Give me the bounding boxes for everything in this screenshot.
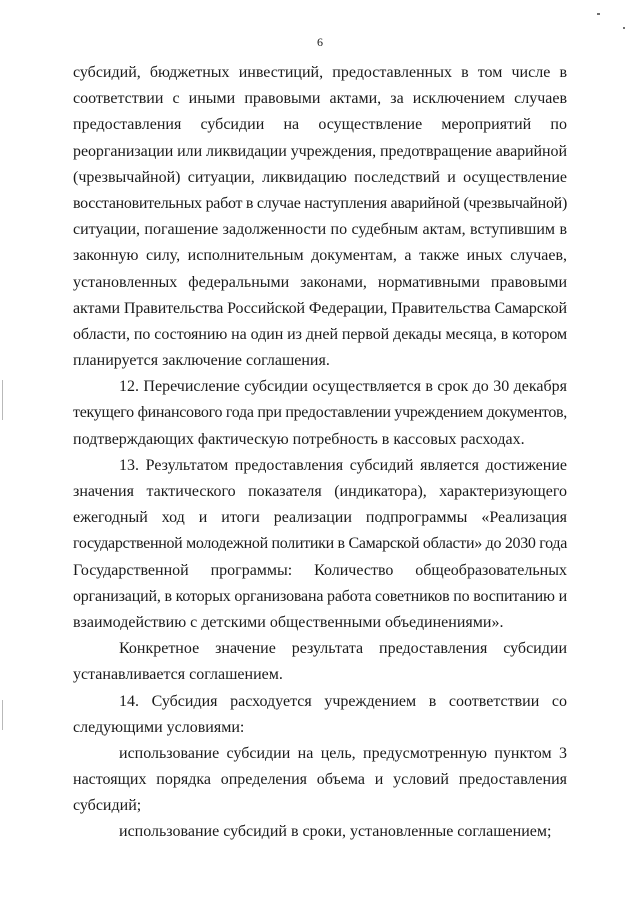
scan-edge-line bbox=[2, 380, 3, 420]
text-line: государственной молодежной политики в Самарской области» до 2030 года bbox=[73, 535, 567, 553]
text-line: подтверждающих фактическую потребность в кассовых расходах. bbox=[73, 430, 525, 448]
page-number: 6 bbox=[317, 35, 323, 49]
text-line: ежегодный ход и итоги реализации подпрограммы «Реализация bbox=[73, 509, 567, 527]
text-line: соответствии с иными правовыми актами, за исключением случаев bbox=[73, 90, 567, 108]
text-line: реорганизации или ликвидации учреждения, предотвращение аварийной bbox=[73, 142, 567, 160]
text-line: Конкретное значение результата предоставления субсидии bbox=[119, 640, 567, 658]
text-line: законную силу, исполнительным документам, а также иных случаев, bbox=[73, 247, 567, 265]
text-line: (чрезвычайной) ситуации, ликвидацию последствий и осуществление bbox=[73, 168, 567, 186]
text-line: организаций, в которых организована работа советников по воспитанию и bbox=[73, 587, 567, 605]
text-line: субсидий; bbox=[73, 797, 142, 815]
text-line: взаимодействию с детскими общественными объединениями». bbox=[73, 613, 504, 631]
text-line: 12. Перечисление субсидии осуществляется в срок до 30 декабря bbox=[119, 378, 567, 396]
text-line: текущего финансового года при предоставлении учреждением документов, bbox=[73, 404, 568, 422]
document-body bbox=[73, 60, 567, 846]
text-line: использование субсидии на цель, предусмотренную пунктом 3 bbox=[119, 744, 567, 762]
text-line: настоящих порядка определения объема и условий предоставления bbox=[73, 771, 567, 789]
text-line: области, по состоянию на один из дней первой декады месяца, в котором bbox=[73, 325, 568, 343]
text-line: ситуации, погашение задолженности по судебным актам, вступившим в bbox=[73, 221, 567, 239]
text-line: значения тактического показателя (индикатора), характеризующего bbox=[73, 483, 567, 500]
text-line: восстановительных работ в случае наступления аварийной (чрезвычайной) bbox=[73, 194, 567, 212]
text-line: Государственной программы: Количество общеобразовательных bbox=[73, 561, 567, 579]
text-line: 13. Результатом предоставления субсидий является достижение bbox=[119, 456, 567, 474]
text-line: актами Правительства Российской Федерации, Правительства Самарской bbox=[73, 299, 568, 317]
text-line: 14. Субсидия расходуется учреждением в соответствии со bbox=[119, 692, 567, 710]
scan-speck bbox=[597, 13, 600, 15]
text-line: планируется заключение соглашения. bbox=[73, 352, 330, 370]
text-line: следующими условиями: bbox=[73, 718, 245, 736]
scan-speck bbox=[623, 27, 625, 29]
text-line: предоставления субсидии на осуществление мероприятий по bbox=[73, 116, 567, 134]
text-line: устанавливается соглашением. bbox=[73, 666, 283, 684]
text-line: установленных федеральными законами, нормативными правовыми bbox=[73, 273, 567, 291]
text-line: субсидий, бюджетных инвестиций, предоставленных в том числе в bbox=[73, 64, 567, 81]
scan-edge-line bbox=[2, 700, 3, 730]
text-line: использование субсидий в сроки, установленные соглашением; bbox=[119, 823, 552, 841]
